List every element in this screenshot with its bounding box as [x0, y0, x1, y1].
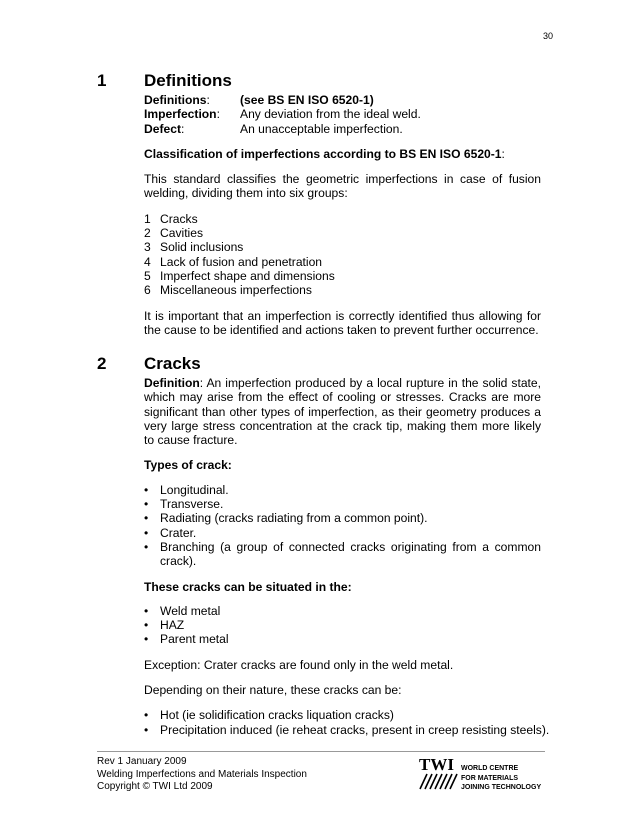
exception-paragraph: Exception: Crater cracks are found only in the weld metal.: [144, 657, 454, 672]
list-item: • Longitudinal.: [144, 482, 229, 497]
list-item: • Crater.: [144, 525, 197, 540]
page-number: 30: [543, 31, 554, 41]
list-item: • Weld metal: [144, 603, 221, 618]
twi-logo-text: TWI: [419, 756, 454, 774]
types-heading: Types of crack:: [144, 458, 232, 473]
section-body: [144, 376, 550, 737]
definition-value: An unacceptable imperfection.: [240, 121, 403, 136]
crack-types-list: [144, 483, 541, 569]
list-item: 5 Imperfect shape and dimensions: [144, 268, 335, 283]
definition-row: [144, 93, 541, 107]
twi-logo: [418, 756, 463, 790]
closing-paragraph: It is important that an imperfection is correctly identified thus allowing for the cause to be identified and actions taken to prevent further occurrence.: [144, 308, 541, 337]
twi-logo-stripes: [420, 774, 457, 789]
section-cracks: [97, 354, 550, 737]
list-item: • Precipitation induced (ie reheat cracks, present in creep resisting steels).: [144, 722, 550, 737]
definition-value: (see BS EN ISO 6520-1): [240, 93, 374, 107]
footer-copyright: Copyright © TWI Ltd 2009: [97, 781, 213, 792]
definition-value: Any deviation from the ideal weld.: [240, 107, 421, 122]
list-item: 4 Lack of fusion and penetration: [144, 254, 323, 269]
definition-row: [144, 107, 541, 121]
crack-locations-list: [144, 604, 541, 647]
classification-heading: Classification of imperfections according to BS EN ISO 6520-1:: [144, 146, 505, 161]
list-item: 3 Solid inclusions: [144, 240, 244, 255]
crack-natures-list: [144, 708, 550, 737]
list-item: • Hot (ie solidification cracks liquation cracks): [144, 708, 394, 723]
section-heading: [97, 354, 545, 376]
footer-document-title: Welding Imperfections and Materials Inspection: [97, 768, 307, 780]
definition-term: Defect:: [144, 121, 185, 136]
definition-paragraph: Definition: An imperfection produced by a local rupture in the solid state, which may arise from the effect of cooling or stresses. Cracks are more significant than other types of imperfection, as their geometry produces a very large stress concentration at the crack tip, making them more likely to cause fracture.: [144, 376, 541, 448]
definition-term: Definitions:: [144, 93, 210, 107]
section-heading: [97, 71, 545, 93]
footer-revision: Rev 1 January 2009: [97, 756, 187, 767]
list-item: 6 Miscellaneous imperfections: [144, 283, 312, 298]
footer-info: [97, 756, 307, 794]
section-title: Cracks: [144, 354, 201, 373]
twi-tagline: WORLD CENTRE FOR MATERIALS JOINING TECHNOLOGY: [461, 765, 542, 791]
section-number: 2: [97, 354, 107, 373]
list-item: 2 Cavities: [144, 226, 204, 241]
definition-row: [144, 122, 541, 136]
section-definitions: [97, 71, 545, 337]
list-item: 1 Cracks: [144, 211, 198, 226]
footer-divider: [97, 751, 545, 752]
list-item: • Radiating (cracks radiating from a common point).: [144, 511, 428, 526]
imperfection-groups-list: [144, 212, 541, 298]
section-body: [144, 93, 541, 337]
section-title: Definitions: [144, 71, 232, 90]
list-item: • Transverse.: [144, 497, 224, 512]
list-item: • Branching (a group of connected cracks originating from a common crack).: [144, 539, 541, 569]
definitions-list: [144, 93, 541, 136]
section-number: 1: [97, 71, 107, 90]
definition-term: Imperfection:: [144, 107, 220, 122]
situated-heading: These cracks can be situated in the:: [144, 579, 352, 594]
depending-paragraph: Depending on their nature, these cracks can be:: [144, 683, 402, 698]
intro-paragraph: This standard classifies the geometric imperfections in case of fusion welding, dividing them into six groups:: [144, 172, 541, 201]
list-item: • Parent metal: [144, 632, 229, 647]
list-item: • HAZ: [144, 618, 185, 633]
